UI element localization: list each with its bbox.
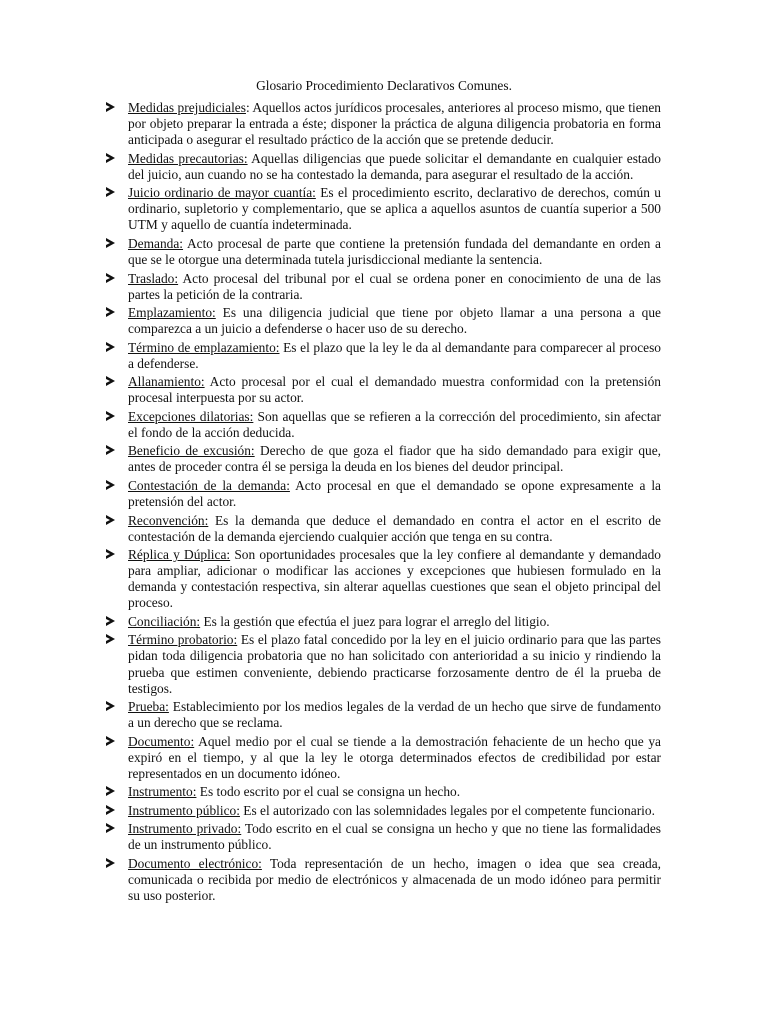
arrowhead-bullet-icon xyxy=(106,858,115,868)
glossary-entry xyxy=(104,443,661,475)
glossary-definition: Es el plazo fatal concedido por la ley en el juicio ordinario para que las partes pidan toda diligencia probatoria que no han solicitado con anterioridad a su inicio y rindiendo la prueba que estimen conveniente, debiendo practicarse forzosamente dentro de él la prueba de testigos. xyxy=(128,632,661,696)
glossary-entry xyxy=(104,271,661,303)
glossary-entry xyxy=(104,185,661,233)
glossary-entry xyxy=(104,478,661,510)
arrowhead-bullet-icon xyxy=(106,616,115,626)
glossary-entry xyxy=(104,513,661,545)
arrowhead-bullet-icon xyxy=(106,187,115,197)
glossary-entry xyxy=(104,100,661,148)
glossary-definition: Todo escrito en el cual se consigna un hecho y que no tiene las formalidades de un instrumento público. xyxy=(128,821,661,853)
glossary-term: Medidas prejudiciales xyxy=(128,100,246,115)
glossary-entry xyxy=(104,236,661,268)
arrowhead-bullet-icon xyxy=(106,805,115,815)
arrowhead-bullet-icon xyxy=(106,786,115,796)
glossary-term: Conciliación: xyxy=(128,613,201,629)
glossary-definition: Toda representación de un hecho, imagen o idea que sea creada, comunicada o recibida por medio de electrónicos y almacenada de un modo idóneo para permitir su uso posterior. xyxy=(128,855,661,904)
glossary-term: Documento: xyxy=(128,733,195,749)
glossary-term: Término probatorio: xyxy=(128,632,238,648)
glossary-definition: Es el plazo que la ley le da al demandante para comparecer al proceso a defenderse. xyxy=(128,339,661,371)
arrowhead-bullet-icon xyxy=(106,445,115,455)
glossary-definition: Son oportunidades procesales que la ley confiere al demandante y demandado para ampliar, adicionar o modificar las acciones y excepciones que hubiesen formulado en la demanda y contestación respectiva, sin alterar aquellas cuestiones que sean el objeto principal del proceso. xyxy=(128,547,661,611)
glossary-list xyxy=(104,100,661,907)
glossary-definition: Acto procesal del tribunal por el cual se ordena poner en conocimiento de una de las partes la petición de la contraria. xyxy=(128,270,661,302)
glossary-definition: Aquellas diligencias que puede solicitar el demandante en cualquier estado del juicio, aun cuando no se ha contestado la demanda, para asegurar el resultado de la acción. xyxy=(128,150,661,182)
glossary-entry xyxy=(104,547,661,611)
arrowhead-bullet-icon xyxy=(106,549,115,559)
glossary-definition: Derecho de que goza el fiador que ha sido demandado para exigir que, antes de proceder contra él se persiga la deuda en los bienes del deudor principal. xyxy=(128,443,661,475)
glossary-entry xyxy=(104,305,661,337)
glossary-term: Emplazamiento: xyxy=(128,305,216,321)
arrowhead-bullet-icon xyxy=(106,153,115,163)
glossary-term: Medidas precautorias: xyxy=(128,150,248,166)
glossary-entry xyxy=(104,699,661,731)
arrowhead-bullet-icon xyxy=(106,701,115,711)
glossary-entry xyxy=(104,151,661,183)
arrowhead-bullet-icon xyxy=(106,634,115,644)
arrowhead-bullet-icon xyxy=(106,823,115,833)
glossary-entry xyxy=(104,784,661,800)
glossary-term: Documento electrónico: xyxy=(128,855,262,871)
glossary-entry xyxy=(104,856,661,904)
glossary-entry xyxy=(104,340,661,372)
glossary-term: Excepciones dilatorias: xyxy=(128,408,254,424)
glossary-term: Instrumento público: xyxy=(128,802,240,818)
glossary-entry xyxy=(104,614,661,630)
glossary-term: Término de emplazamiento: xyxy=(128,339,280,355)
glossary-entry xyxy=(104,374,661,406)
glossary-definition: Acto procesal por el cual el demandado muestra conformidad con la pretensión procesal interpuesta por su actor. xyxy=(128,374,661,406)
glossary-definition: Es el procedimiento escrito, declarativo de derechos, común u ordinario, supletorio y complementario, que se aplica a aquellos asuntos de cuantía superior a 500 UTM y aquello de cuantía indeterminada. xyxy=(128,185,661,233)
glossary-definition: Es la gestión que efectúa el juez para lograr el arreglo del litigio. xyxy=(200,613,550,629)
glossary-term: Demanda: xyxy=(128,235,184,251)
glossary-definition: Aquellos actos jurídicos procesales, anteriores al proceso mismo, que tienen por objeto preparar la entrada a éste; disponer la práctica de alguna diligencia probatoria en forma anticipada o asegurar el resultado práctico de la acción que se pretende deducir. xyxy=(128,100,661,148)
glossary-definition: Es todo escrito por el cual se consigna un hecho. xyxy=(196,784,461,800)
term-separator: : xyxy=(245,100,250,115)
glossary-definition: Acto procesal en que el demandado se opone expresamente a la pretensión del actor. xyxy=(128,477,661,510)
glossary-term: Contestación de la demanda: xyxy=(128,477,290,493)
arrowhead-bullet-icon xyxy=(106,342,115,352)
glossary-term: Instrumento privado: xyxy=(128,821,242,837)
arrowhead-bullet-icon xyxy=(106,515,115,525)
glossary-entry xyxy=(104,632,661,696)
arrowhead-bullet-icon xyxy=(106,376,115,386)
glossary-term: Juicio ordinario de mayor cuantía: xyxy=(128,185,316,201)
glossary-entry xyxy=(104,803,661,819)
arrowhead-bullet-icon xyxy=(106,307,115,317)
glossary-term: Reconvención: xyxy=(128,512,209,528)
glossary-entry xyxy=(104,734,661,782)
glossary-term: Réplica y Dúplica: xyxy=(128,547,231,563)
glossary-term: Beneficio de excusión: xyxy=(128,443,255,459)
glossary-definition: Aquel medio por el cual se tiende a la demostración fehaciente de un hecho que ya expiró en el tiempo, y al que la ley le otorga determinados efectos de credibilidad por estar representados en un documento idóneo. xyxy=(128,733,661,781)
arrowhead-bullet-icon xyxy=(106,411,115,421)
glossary-definition: Acto procesal de parte que contiene la pretensión fundada del demandante en orden a que se le otorgue una determinada tutela jurisdiccional mediante la sentencia. xyxy=(128,235,661,268)
glossary-term: Prueba: xyxy=(128,699,169,715)
glossary-definition: Es la demanda que deduce el demandado en contra el actor en el escrito de contestación de la demanda ejerciendo cualquier acción que tenga en su contra. xyxy=(128,512,661,544)
arrowhead-bullet-icon xyxy=(106,480,115,490)
glossary-entry xyxy=(104,409,661,441)
arrowhead-bullet-icon xyxy=(106,736,115,746)
glossary-term: Instrumento: xyxy=(128,784,197,800)
arrowhead-bullet-icon xyxy=(106,102,115,112)
glossary-definition: Es el autorizado con las solemnidades legales por el competente funcionario. xyxy=(239,802,655,818)
glossary-term: Allanamiento: xyxy=(128,374,205,390)
glossary-definition: Son aquellas que se refieren a la corrección del procedimiento, sin afectar el fondo de la acción deducida. xyxy=(128,408,661,440)
glossary-entry xyxy=(104,821,661,853)
arrowhead-bullet-icon xyxy=(106,238,115,248)
arrowhead-bullet-icon xyxy=(106,273,115,283)
glossary-term: Traslado: xyxy=(128,270,179,286)
glossary-definition: Establecimiento por los medios legales de la verdad de un hecho que sirve de fundamento a un derecho que se reclama. xyxy=(128,699,661,731)
glossary-definition: Es una diligencia judicial que tiene por objeto llamar a una persona a que comparezca a un juicio a defenderse o hacer uso de su derecho. xyxy=(128,305,661,337)
document-title: Glosario Procedimiento Declarativos Comunes. xyxy=(256,78,512,93)
